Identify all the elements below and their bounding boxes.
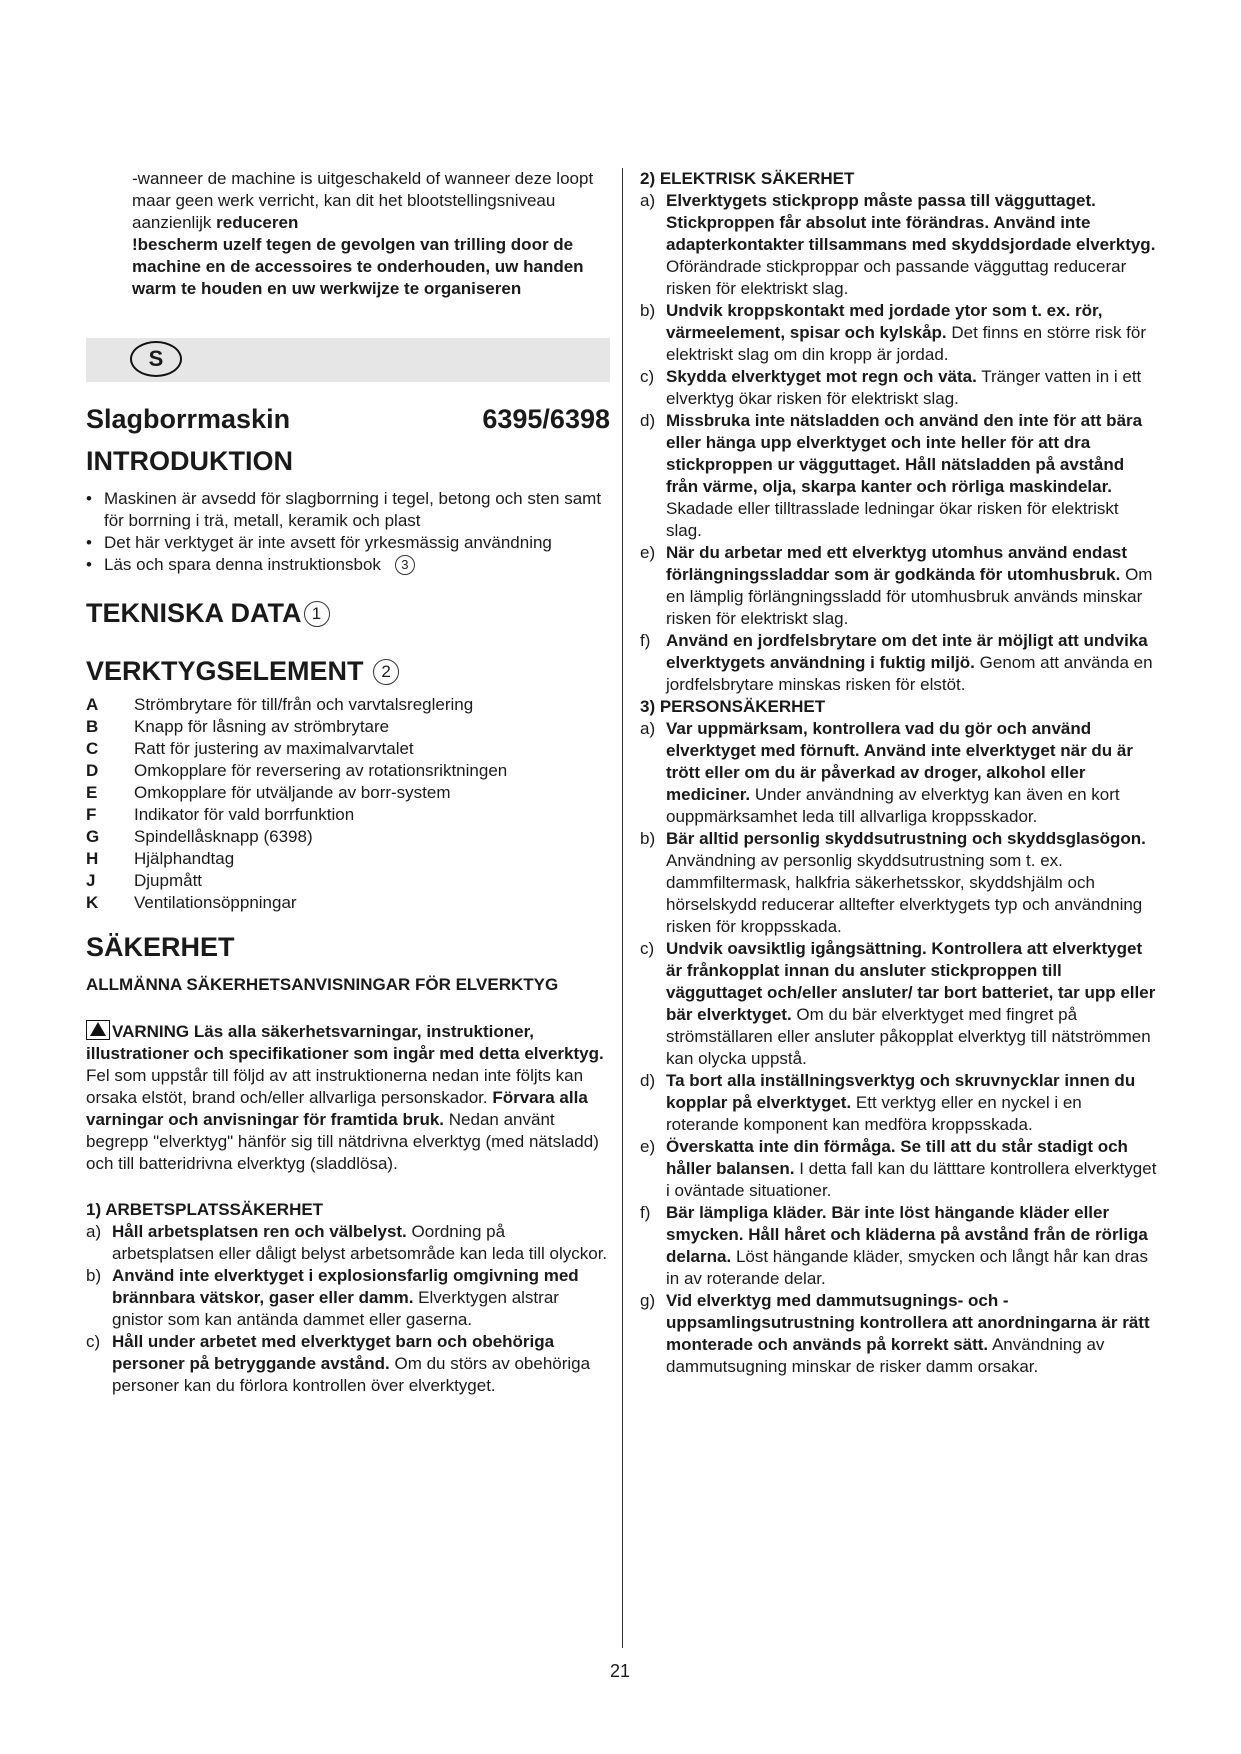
list-item: c) Skydda elverktyget mot regn och väta. Tränger vatten in i ett elverktyg ökar risken för elektriskt slag. [640,367,1142,408]
dutch-bold: reduceren [216,213,299,232]
intro-list [86,488,610,576]
list-item: E Omkopplare för utväljande av borr-system [86,783,451,802]
list-item: a) Håll arbetsplatsen ren och välbelyst. Oordning på arbetsplatsen eller dåligt belyst arbetsområde kan leda till olyckor. [86,1222,608,1263]
electric-heading: 2) ELEKTRISK SÄKERHET [640,169,855,188]
language-banner [86,338,610,382]
general-safety-heading: ALLMÄNNA SÄKERHETSANVISNINGAR FÖR ELVERKTYG [86,975,559,994]
list-item: e) Överskatta inte din förmåga. Se till att du står stadigt och håller balansen. I detta fall kan du lätttare kontrollera elverktyget i oväntade situationer. [640,1137,1157,1200]
list-item: C Ratt för justering av maximalvarvtalet [86,739,414,758]
tech-heading: TEKNISKA DATA 1 [86,596,610,630]
list-item: d) Ta bort alla inställningsverktyg och skruvnycklar innen du kopplar på elverktyget. Ett verktyg eller en nyckel i en roterande komponent kan medföra kroppsskada. [640,1071,1136,1134]
figure-ref-1: 1 [304,601,330,627]
list-item: F Indikator för vald borrfunktion [86,805,355,824]
elements-list [86,694,610,914]
list-item: c) Undvik oavsiktlig igångsättning. Kontrollera att elverktyget är frånkopplat innan du ansluter stickproppen till vägguttaget och/eller ansluter/ tar bort batteriet, tar upp eller bär elverktyget. Om du bär elverktyget med fingret på strömställaren eller ansluter påkopplat elverktyg till nätströmmen kan olycka uppstå. [640,939,1156,1068]
safety-heading: SÄKERHET [86,932,235,962]
list-item: b) Använd inte elverktyget i explosionsfarlig omgivning med brännbara vätskor, gaser eller damm. Elverktygen alstrar gnistor som kan antända dammet eller gaserna. [86,1266,579,1329]
list-item: B Knapp för låsning av strömbrytare [86,717,390,736]
product-name: Slagborrmaskin [86,404,291,434]
list-item: b) Undvik kroppskontakt med jordade ytor som t. ex. rör, värmeelement, spisar och kylskåp. Det finns en större risk för elektriskt slag om din kropp är jordad. [640,301,1147,364]
workplace-heading: 1) ARBETSPLATSSÄKERHET [86,1200,324,1219]
list-item: G Spindellåsknapp (6398) [86,827,313,846]
list-item: g) Vid elverktyg med dammutsugnings- och -uppsamlingsutrustning kontrollera att anordningarna är rätt monterade och används på korrekt sätt. Användning av dammutsugning minskar de risker damm orsakar. [640,1291,1150,1376]
language-s-icon: S [130,341,182,377]
elements-heading: VERKTYGSELEMENT 2 [86,654,610,688]
list-item: e) När du arbetar med ett elverktyg utomhus använd endast förlängningssladdar som är godkända för utomhusbruk. Om en lämplig förlängningssladd för utomhusbruk används minskar risken för elektriskt slag. [640,543,1153,628]
dutch-text: -wanneer de machine is uitgeschakeld of wanneer deze loopt maar geen werk verricht, kan dit het blootstellingsniveau aanzienlijk [132,169,594,232]
dutch-paragraph [86,168,610,300]
figure-ref-3: 3 [395,555,415,575]
model-number: 6395/6398 [482,404,610,434]
list-item: f) Bär lämpliga kläder. Bär inte löst hängande kläder eller smycken. Håll håret och kläderna på avstånd från de rörliga delarna. Löst hängande kläder, smycken och långt hår kan dras in av roterande delar. [640,1203,1148,1288]
dutch-bold-paragraph: !bescherm uzelf tegen de gevolgen van trilling door de machine en de accessoires te onderhouden, uw handen warm te houden en uw werkwijze te organiseren [132,235,584,298]
list-item: • Läs och spara denna instruktionsbok 3 [86,554,610,576]
right-column [640,168,1158,1378]
product-title [86,402,610,436]
list-item: f) Använd en jordfelsbrytare om det inte är möjligt att undvika elverktygets användning i fuktig miljö. Genom att använda en jordfelsbrytare minskas risken för elstöt. [640,631,1153,694]
list-item: D Omkopplare för reversering av rotationsriktningen [86,761,508,780]
column-divider [622,168,623,1648]
list-item: A Strömbrytare för till/från och varvtalsreglering [86,695,474,714]
list-item: K Ventilationsöppningar [86,893,297,912]
figure-ref-2: 2 [373,659,399,685]
list-item: b) Bär alltid personlig skyddsutrustning och skyddsglasögon. Användning av personlig skyddsutrustning som t. ex. dammfiltermask, halkfria säkerhetsskor, skyddshjälm och hörselskydd reducerar alltefter elverktygets typ och användning risken för kroppsskada. [640,829,1146,936]
left-column [86,168,610,1397]
list-item: a) Elverktygets stickpropp måste passa till vägguttaget. Stickproppen får absolut inte förändras. Använd inte adapterkontakter tillsammans med skyddsjordade elverktyg. Oförändrade stickproppar och passande vägguttag reducerar risken för elektriskt slag. [640,191,1156,298]
list-item: d) Missbruka inte nätsladden och använd den inte för att bära eller hänga upp elverktyget och inte heller för att dra stickproppen ur vägguttaget. Håll nätsladden på avstånd från värme, olja, skarpa kanter och rörliga maskindelar. Skadade eller tilltrasslade ledningar ökar risken för elektriskt slag. [640,411,1143,540]
list-item: • Maskinen är avsedd för slagborrning i tegel, betong och sten samt för borrning i trä, metall, keramik och plast [86,488,610,532]
personal-heading: 3) PERSONSÄKERHET [640,697,826,716]
list-item: • Det här verktyget är inte avsett för yrkesmässig användning [86,532,610,554]
list-item: J Djupmått [86,871,203,890]
intro-heading: INTRODUKTION [86,446,293,476]
page-number: 21 [610,1661,631,1681]
warning-icon [86,1020,110,1040]
list-item: c) Håll under arbetet med elverktyget barn och obehöriga personer på betryggande avstånd. Om du störs av obehöriga personer kan du förlora kontrollen över elverktyget. [86,1332,591,1395]
list-item: a) Var uppmärksam, kontrollera vad du gör och använd elverktyget med förnuft. Använd inte elverktyget när du är trött eller om du är påverkad av droger, alkohol eller mediciner. Under användning av elverktyg kan även en kort ouppmärksamhet leda till allvarliga kroppsskador. [640,719,1133,826]
list-item: H Hjälphandtag [86,849,235,868]
warning-paragraph: VARNING Läs alla säkerhetsvarningar, instruktioner, illustrationer och specifikationer som ingår med detta elverktyg. Fel som uppstår till följd av att instruktionerna nedan inte följts kan orsaka elstöt, brand och/eller allvarliga personskador. Förvara alla varningar och anvisningar för framtida bruk. Nedan använt begrepp "elverktyg" hänför sig till nätdrivna elverktyg (med nätsladd) och till batteridrivna elverktyg (sladdlösa). [86,1022,604,1173]
